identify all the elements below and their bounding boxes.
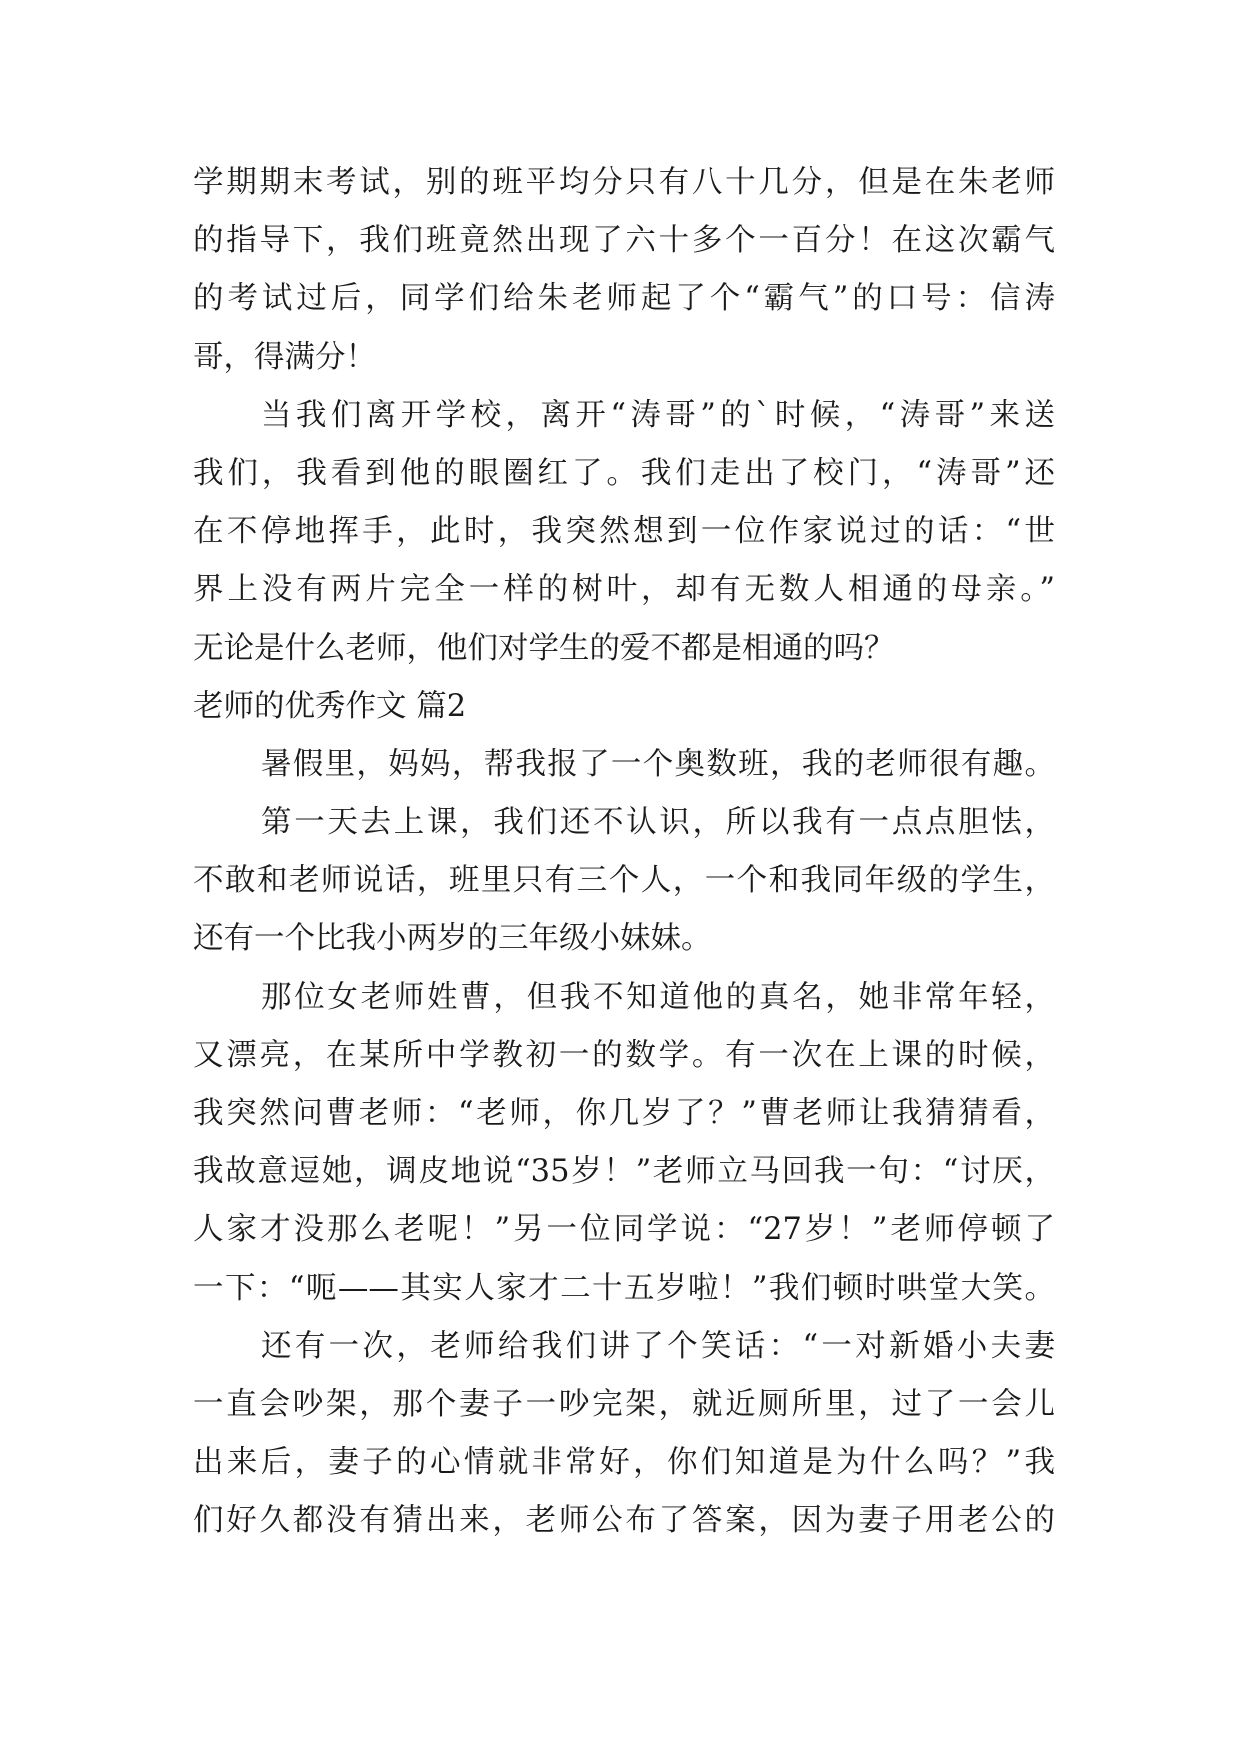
text-line: 不敢和老师说话，班里只有三个人，一个和我同年级的学生， bbox=[193, 863, 1055, 899]
paragraph-first-line: 那位女老师姓曹，但我不知道他的真名，她非常年轻， bbox=[261, 979, 1055, 1015]
text-line: 一下：“呃——其实人家才二十五岁啦！”我们顿时哄堂大笑。 bbox=[193, 1270, 1055, 1306]
text-line: 我故意逗她，调皮地说“35岁！”老师立马回我一句：“讨厌， bbox=[193, 1154, 1055, 1190]
document-page bbox=[193, 154, 1055, 1551]
text-line: 哥，得满分！ bbox=[193, 339, 376, 375]
text-line: 又漂亮，在某所中学教初一的数学。有一次在上课的时候， bbox=[193, 1037, 1055, 1073]
text-line: 在不停地挥手，此时，我突然想到一位作家说过的话：“世 bbox=[193, 514, 1055, 550]
text-line: 一直会吵架，那个妻子一吵完架，就近厕所里，过了一会儿 bbox=[193, 1386, 1055, 1422]
text-line: 出来后，妻子的心情就非常好，你们知道是为什么吗？”我 bbox=[193, 1445, 1055, 1481]
text-line: 我们，我看到他的眼圈红了。我们走出了校门，“涛哥”还 bbox=[193, 455, 1055, 491]
text-line: 的指导下，我们班竟然出现了六十多个一百分！在这次霸气 bbox=[193, 223, 1055, 259]
paragraph-first-line: 第一天去上课，我们还不认识，所以我有一点点胆怯， bbox=[261, 805, 1055, 841]
text-line: 还有一个比我小两岁的三年级小妹妹。 bbox=[193, 921, 712, 957]
text-line: 人家才没那么老呢！”另一位同学说：“27岁！”老师停顿了 bbox=[193, 1212, 1055, 1248]
paragraph-first-line: 还有一次，老师给我们讲了个笑话：“一对新婚小夫妻 bbox=[261, 1328, 1055, 1364]
paragraph-first-line: 暑假里，妈妈，帮我报了一个奥数班，我的老师很有趣。 bbox=[261, 746, 1055, 782]
text-line: 界上没有两片完全一样的树叶，却有无数人相通的母亲。” bbox=[193, 572, 1055, 608]
text-line: 无论是什么老师，他们对学生的爱不都是相通的吗？ bbox=[193, 630, 895, 666]
text-line: 学期期末考试，别的班平均分只有八十几分，但是在朱老师 bbox=[193, 165, 1055, 200]
text-line: 们好久都没有猜出来，老师公布了答案，因为妻子用老公的 bbox=[193, 1503, 1055, 1539]
paragraph-first-line: 当我们离开学校，离开“涛哥”的`时候，“涛哥”来送 bbox=[261, 397, 1055, 433]
section-heading: 老师的优秀作文 篇2 bbox=[193, 688, 467, 724]
text-line: 我突然问曹老师：“老师，你几岁了？”曹老师让我猜猜看， bbox=[193, 1096, 1055, 1131]
text-line: 的考试过后，同学们给朱老师起了个“霸气”的口号：信涛 bbox=[193, 281, 1055, 317]
